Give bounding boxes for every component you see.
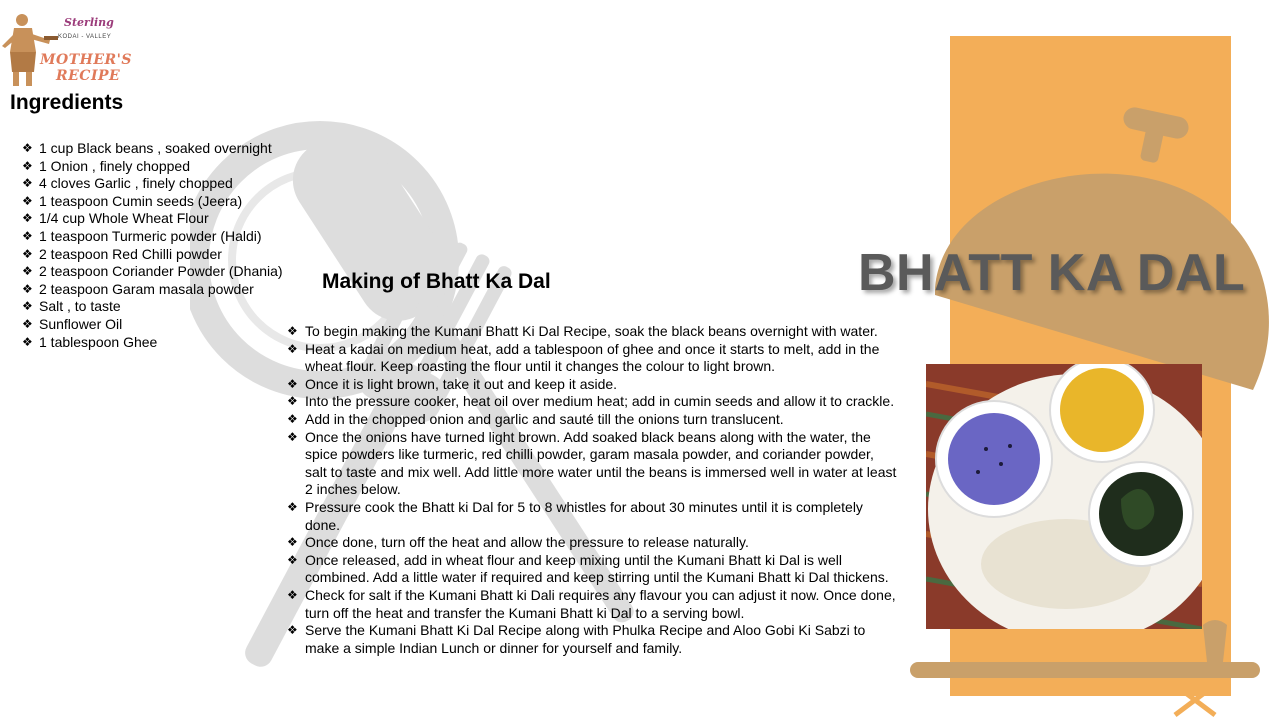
step-item xyxy=(287,552,899,587)
chef-figure-icon xyxy=(0,12,60,88)
bullet-icon: ❖ xyxy=(22,281,33,296)
step-item xyxy=(287,499,899,534)
ingredient-text: 4 cloves Garlic , finely chopped xyxy=(39,175,233,192)
step-text: Serve the Kumani Bhatt Ki Dal Recipe along with Phulka Recipe and Aloo Gobi Ki Sabzi to make a simple Indian Lunch or dinner for yourself and family. xyxy=(305,622,866,656)
logo-title-line1: MOTHER'S xyxy=(40,52,133,68)
bullet-icon: ❖ xyxy=(287,552,298,567)
ingredient-text: 1 tablespoon Ghee xyxy=(39,333,158,350)
step-text: Into the pressure cooker, heat oil over medium heat; add in cumin seeds and allow it to crackle. xyxy=(305,393,895,410)
ingredient-item xyxy=(22,281,283,299)
bullet-icon: ❖ xyxy=(287,324,298,338)
ingredient-text: Sunflower Oil xyxy=(39,315,123,332)
step-text: Once released, add in wheat flour and keep mixing until the Kumani Bhatt ki Dal is well combined. Add a little water if required and keep stirring until the Kumani Bhatt ki Dal thickens. xyxy=(305,551,889,586)
ingredient-item xyxy=(22,140,283,158)
step-item xyxy=(287,429,899,499)
step-text: To begin making the Kumani Bhatt Ki Dal Recipe, soak the black beans overnight with water. xyxy=(305,323,878,339)
ingredient-text: 2 teaspoon Red Chilli powder xyxy=(39,245,222,262)
ingredients-list xyxy=(22,140,283,351)
bullet-icon: ❖ xyxy=(22,211,33,226)
bullet-icon: ❖ xyxy=(287,429,298,444)
ingredient-item xyxy=(22,158,283,176)
ingredient-item xyxy=(22,193,283,211)
step-item xyxy=(287,393,899,411)
step-item xyxy=(287,323,899,341)
logo-location: KODAI - VALLEY xyxy=(58,34,112,40)
ingredient-item xyxy=(22,210,283,228)
method-heading: Making of Bhatt Ka Dal xyxy=(322,270,551,293)
dish-photo xyxy=(926,364,1202,629)
bullet-icon: ❖ xyxy=(287,587,298,602)
bullet-icon: ❖ xyxy=(287,535,298,550)
ingredient-item xyxy=(22,175,283,193)
ingredient-text: 1 teaspoon Cumin seeds (Jeera) xyxy=(39,192,243,209)
steps-list xyxy=(287,323,899,657)
ingredient-item xyxy=(22,316,283,334)
ingredient-text: 1 teaspoon Turmeric powder (Haldi) xyxy=(39,227,262,244)
ingredient-text: Salt , to taste xyxy=(39,298,121,315)
ingredient-text: 1 Onion , finely chopped xyxy=(39,157,190,174)
bullet-icon: ❖ xyxy=(287,376,298,391)
ingredient-item xyxy=(22,228,283,246)
ingredient-item xyxy=(22,263,283,281)
step-text: Once the onions have turned light brown. Add soaked black beans along with the water, the spice powders like turmeric, red chilli powder, garam masala powder, and coriander powder, salt to taste and mix well. Add little more water until the beans is immersed well in water at least 2 inches below. xyxy=(305,428,897,498)
bullet-icon: ❖ xyxy=(22,158,33,173)
bullet-icon: ❖ xyxy=(22,176,33,191)
step-item xyxy=(287,622,899,657)
bullet-icon: ❖ xyxy=(22,141,33,155)
step-text: Check for salt if the Kumani Bhatt ki Dali requires any flavour you can adjust it now. Once done, turn off the heat and transfer the Kumani Bhatt ki Dal to a serving bowl. xyxy=(305,586,896,621)
bullet-icon: ❖ xyxy=(22,228,33,243)
ingredient-item xyxy=(22,298,283,316)
ingredient-text: 1 cup Black beans , soaked overnight xyxy=(39,140,272,156)
ingredient-text: 1/4 cup Whole Wheat Flour xyxy=(39,210,209,227)
bullet-icon: ❖ xyxy=(22,334,33,349)
step-item xyxy=(287,411,899,429)
bullet-icon: ❖ xyxy=(22,316,33,331)
ingredient-item xyxy=(22,334,283,352)
step-item xyxy=(287,376,899,394)
step-text: Pressure cook the Bhatt ki Dal for 5 to 8 whistles for about 30 minutes until it is completely done. xyxy=(305,498,863,533)
step-item xyxy=(287,341,899,376)
serving-tray-icon xyxy=(905,615,1265,720)
ingredients-heading: Ingredients xyxy=(10,91,124,114)
bullet-icon: ❖ xyxy=(287,411,298,426)
ingredient-item xyxy=(22,246,283,264)
step-text: Once it is light brown, take it out and keep it aside. xyxy=(305,375,618,392)
step-text: Heat a kadai on medium heat, add a tablespoon of ghee and once it starts to melt, add in the wheat flour. Keep roasting the flour until it changes the colour to light brown. xyxy=(305,340,880,375)
logo-title-line2: RECIPE xyxy=(56,68,121,84)
bullet-icon: ❖ xyxy=(22,299,33,314)
bullet-icon: ❖ xyxy=(287,394,298,409)
bullet-icon: ❖ xyxy=(287,341,298,356)
step-item xyxy=(287,534,899,552)
step-text: Once done, turn off the heat and allow the pressure to release naturally. xyxy=(305,534,749,551)
bullet-icon: ❖ xyxy=(287,499,298,514)
ingredient-text: 2 teaspoon Garam masala powder xyxy=(39,280,254,297)
bullet-icon: ❖ xyxy=(22,193,33,208)
step-text: Add in the chopped onion and garlic and sauté till the onions turn translucent. xyxy=(305,410,784,427)
bullet-icon: ❖ xyxy=(22,246,33,261)
ingredient-text: 2 teaspoon Coriander Powder (Dhania) xyxy=(39,263,283,280)
step-item xyxy=(287,587,899,622)
bullet-icon: ❖ xyxy=(22,264,33,279)
bullet-icon: ❖ xyxy=(287,623,298,638)
dish-title: BHATT KA DAL xyxy=(858,244,1246,302)
logo-brand: Sterling xyxy=(64,16,114,29)
